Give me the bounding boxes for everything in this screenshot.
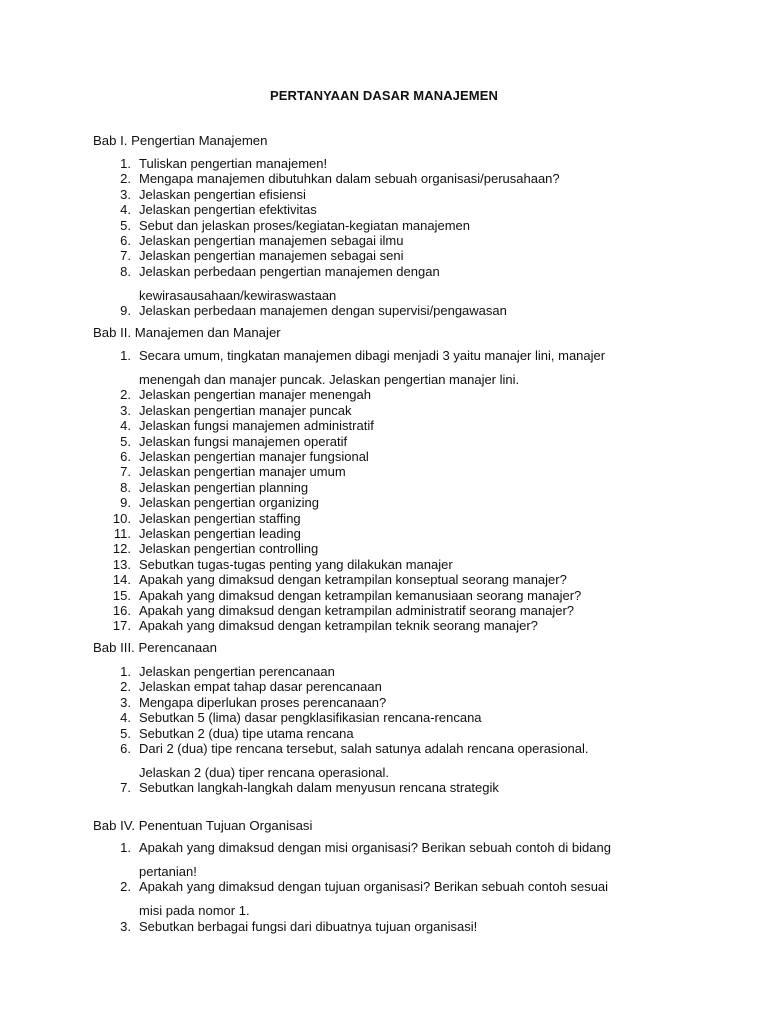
question-text-continued: misi pada nomor 1. (139, 903, 250, 919)
question-item (93, 664, 693, 679)
question-text: Sebut dan jelaskan proses/kegiatan-kegiatan manajemen (139, 217, 470, 233)
question-number: 1. (120, 840, 131, 855)
question-item (93, 218, 693, 233)
question-text-continued: pertanian! (139, 863, 197, 879)
question-number: 3. (120, 694, 131, 710)
question-number: 17. (112, 618, 131, 634)
question-text-continued: menengah dan manajer puncak. Jelaskan pengertian manajer lini. (139, 371, 520, 387)
question-text-continued: Jelaskan 2 (dua) tiper rencana operasional. (139, 764, 390, 780)
question-number: 9. (120, 303, 131, 319)
section-heading-bab-4: Bab IV. Penentuan Tujuan Organisasi (93, 818, 313, 833)
question-text: Jelaskan pengertian manajer puncak (139, 402, 352, 418)
question-item (93, 526, 693, 541)
question-number: 2. (120, 387, 131, 403)
question-number: 4. (120, 418, 131, 434)
question-text-continued: kewirasausahaan/kewiraswastaan (139, 287, 337, 303)
question-item (93, 418, 693, 433)
question-text: Jelaskan pengertian staffing (139, 510, 301, 526)
question-text: Jelaskan pengertian manajer fungsional (139, 448, 369, 464)
question-number: 1. (120, 156, 131, 171)
question-number: 3. (120, 186, 131, 202)
question-number: 2. (120, 879, 131, 895)
question-text: Jelaskan pengertian planning (139, 479, 309, 495)
question-item (93, 187, 693, 202)
question-text: Jelaskan pengertian leading (139, 525, 301, 541)
question-text: Sebutkan berbagai fungsi dari dibuatnya tujuan organisasi! (139, 918, 478, 934)
question-text: Jelaskan pengertian manajemen sebagai ilmu (139, 233, 404, 249)
question-text: Apakah yang dimaksud dengan ketrampilan administratif seorang manajer? (139, 603, 575, 618)
question-item (93, 572, 693, 587)
question-number: 12. (112, 541, 131, 557)
question-text: Sebutkan 2 (dua) tipe utama rencana (139, 725, 354, 741)
question-number: 15. (112, 587, 131, 603)
question-item (93, 511, 693, 526)
question-number: 7. (120, 248, 131, 264)
question-number: 4. (120, 710, 131, 726)
question-number: 5. (120, 217, 131, 233)
question-number: 7. (120, 780, 131, 796)
question-text: Tuliskan pengertian manajemen! (139, 156, 328, 171)
section-heading-bab-1: Bab I. Pengertian Manajemen (93, 133, 268, 148)
section-heading-bab-3: Bab III. Perencanaan (93, 640, 217, 655)
question-text: Sebutkan 5 (lima) dasar pengklasifikasian rencana-rencana (139, 710, 482, 726)
question-text: Apakah yang dimaksud dengan tujuan organisasi? Berikan sebuah contoh sesuai (139, 879, 609, 895)
question-number: 1. (120, 664, 131, 679)
question-number: 2. (120, 171, 131, 187)
question-text: Apakah yang dimaksud dengan misi organisasi? Berikan sebuah contoh di bidang (139, 840, 611, 855)
question-item (93, 557, 693, 572)
question-text: Jelaskan pengertian controlling (139, 541, 319, 557)
question-list-bab-4 (93, 840, 693, 934)
question-item (93, 726, 693, 741)
question-number: 6. (120, 448, 131, 464)
question-text: Jelaskan perbedaan manajemen dengan supervisi/pengawasan (139, 303, 507, 319)
question-text: Jelaskan pengertian organizing (139, 495, 319, 511)
section-heading-bab-2: Bab II. Manajemen dan Manajer (93, 325, 281, 340)
question-item (93, 603, 693, 618)
question-number: 8. (120, 479, 131, 495)
question-text: Jelaskan pengertian efektivitas (139, 202, 317, 218)
question-text: Jelaskan pengertian manajer umum (139, 464, 346, 480)
question-item (93, 248, 693, 263)
question-item (93, 919, 693, 934)
question-number: 6. (120, 233, 131, 249)
question-item (93, 303, 693, 318)
question-text: Jelaskan fungsi manajemen operatif (139, 433, 348, 449)
question-item (93, 480, 693, 495)
question-number: 2. (120, 679, 131, 695)
question-number: 13. (112, 556, 131, 572)
question-item (93, 780, 693, 795)
question-item (93, 348, 693, 387)
question-item (93, 403, 693, 418)
question-item (93, 679, 693, 694)
question-text: Sebutkan langkah-langkah dalam menyusun rencana strategik (139, 780, 499, 796)
question-text: Jelaskan pengertian manajer menengah (139, 387, 371, 403)
question-number: 7. (120, 464, 131, 480)
question-list-bab-2 (93, 348, 693, 634)
question-text: Jelaskan pengertian efisiensi (139, 186, 306, 202)
question-item (93, 588, 693, 603)
question-text: Mengapa manajemen dibutuhkan dalam sebuah organisasi/perusahaan? (139, 171, 560, 187)
question-item (93, 156, 693, 171)
question-number: 1. (120, 348, 131, 363)
question-text: Apakah yang dimaksud dengan ketrampilan teknik seorang manajer? (139, 618, 538, 634)
question-number: 9. (120, 495, 131, 511)
question-text: Jelaskan pengertian manajemen sebagai seni (139, 248, 404, 264)
question-item (93, 618, 693, 633)
question-number: 3. (120, 402, 131, 418)
question-text: Jelaskan perbedaan pengertian manajemen dengan (139, 263, 440, 279)
question-list-bab-3 (93, 664, 693, 796)
question-item (93, 495, 693, 510)
question-item (93, 202, 693, 217)
question-item (93, 434, 693, 449)
question-number: 10. (112, 510, 131, 526)
question-item (93, 710, 693, 725)
question-item (93, 879, 693, 918)
question-number: 8. (120, 263, 131, 279)
question-item (93, 387, 693, 402)
question-list-bab-1 (93, 156, 693, 319)
question-number: 5. (120, 433, 131, 449)
question-text: Jelaskan pengertian perencanaan (139, 664, 335, 679)
question-text: Jelaskan empat tahap dasar perencanaan (139, 679, 382, 695)
question-item (93, 695, 693, 710)
question-number: 16. (112, 603, 131, 618)
question-number: 5. (120, 725, 131, 741)
question-item (93, 840, 693, 879)
page-title: PERTANYAAN DASAR MANAJEMEN (270, 88, 498, 103)
question-number: 6. (120, 741, 131, 757)
question-text: Jelaskan fungsi manajemen administratif (139, 418, 374, 434)
question-text: Apakah yang dimaksud dengan ketrampilan kemanusiaan seorang manajer? (139, 587, 582, 603)
question-item (93, 233, 693, 248)
question-number: 14. (112, 572, 131, 588)
question-text: Apakah yang dimaksud dengan ketrampilan konseptual seorang manajer? (139, 572, 567, 588)
question-text: Dari 2 (dua) tipe rencana tersebut, salah satunya adalah rencana operasional. (139, 741, 589, 757)
question-item (93, 264, 693, 303)
question-item (93, 449, 693, 464)
question-text: Mengapa diperlukan proses perencanaan? (139, 694, 387, 710)
question-number: 3. (120, 918, 131, 934)
question-item (93, 741, 693, 780)
question-number: 11. (113, 525, 131, 541)
question-item (93, 541, 693, 556)
question-item (93, 171, 693, 186)
question-item (93, 464, 693, 479)
question-text: Sebutkan tugas-tugas penting yang dilakukan manajer (139, 556, 453, 572)
question-number: 4. (120, 202, 131, 218)
question-text: Secara umum, tingkatan manajemen dibagi menjadi 3 yaitu manajer lini, manajer (139, 348, 606, 363)
